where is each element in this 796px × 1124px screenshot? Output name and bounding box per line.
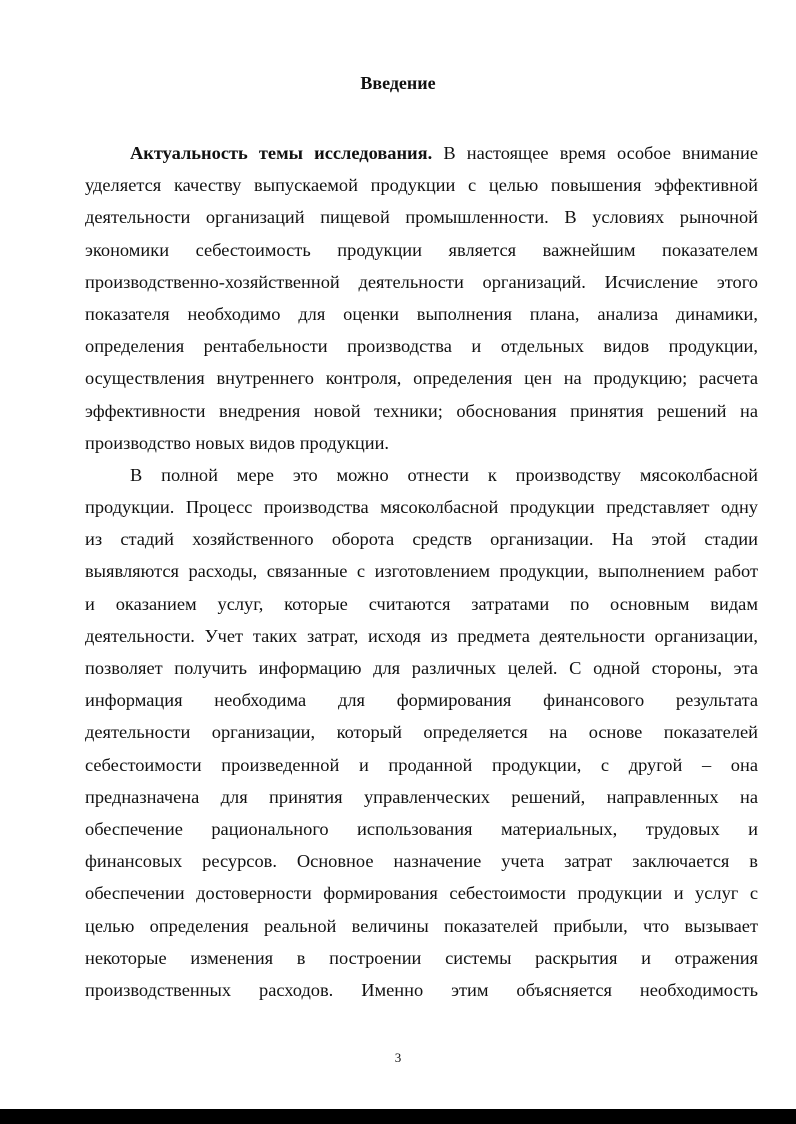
paragraph-line: В полной мере это можно отнести к производству мясоколбасной	[130, 464, 758, 485]
paragraph-line: производственных расходов. Именно этим объясняется необходимость	[85, 979, 758, 1000]
line-text: В настоящее время особое внимание	[432, 143, 758, 163]
paragraph-line: продукции. Процесс производства мясоколбасной продукции представляет одну	[85, 497, 758, 518]
paragraph-line: определения рентабельности производства и отдельных видов продукции,	[85, 336, 758, 357]
paragraph-line: себестоимости произведенной и проданной продукции, с другой – она	[85, 754, 758, 775]
paragraph-line: уделяется качеству выпускаемой продукции с целью повышения эффективной	[85, 175, 758, 196]
paragraph-line: деятельности. Учет таких затрат, исходя из предмета деятельности организации,	[85, 625, 758, 646]
paragraph-meat-products	[85, 460, 758, 1007]
paragraph-line: выявляются расходы, связанные с изготовлением продукции, выполнением работ	[85, 561, 758, 582]
paragraph-line: информация необходима для формирования финансового результата	[85, 690, 758, 711]
paragraph-line: производство новых видов продукции.	[85, 432, 390, 453]
paragraph-line: целью определения реальной величины показателей прибыли, что вызывает	[85, 915, 758, 936]
paragraph-line: из стадий хозяйственного оборота средств организации. На этой стадии	[85, 529, 758, 550]
document-body	[85, 138, 758, 1007]
paragraph-line: деятельности организации, который определяется на основе показателей	[85, 722, 758, 743]
section-title: Введение	[360, 73, 436, 93]
paragraph-line: экономики себестоимость продукции является важнейшим показателем	[85, 239, 758, 260]
paragraph-line	[85, 138, 758, 170]
paragraph-line: и оказанием услуг, которые считаются затратами по основным видам	[85, 593, 758, 614]
paragraph-line: производственно-хозяйственной деятельности организаций. Исчисление этого	[85, 271, 758, 292]
paragraph-line: эффективности внедрения новой техники; обоснования принятия решений на	[85, 400, 758, 421]
scan-bottom-border	[0, 1109, 796, 1124]
paragraph-line: предназначена для принятия управленческих решений, направленных на	[85, 786, 758, 807]
paragraph-line: деятельности организаций пищевой промышленности. В условиях рыночной	[85, 207, 758, 228]
paragraph-relevance	[85, 138, 758, 460]
paragraph-line: обеспечении достоверности формирования себестоимости продукции и услуг с	[85, 883, 758, 904]
paragraph-line: обеспечение рационального использования материальных, трудовых и	[85, 818, 758, 839]
paragraph-line: финансовых ресурсов. Основное назначение учета затрат заключается в	[85, 851, 758, 872]
page-number: 3	[394, 1050, 402, 1065]
paragraph-line: позволяет получить информацию для различных целей. С одной стороны, эта	[85, 658, 758, 678]
paragraph-line: показателя необходимо для оценки выполнения плана, анализа динамики,	[85, 303, 758, 324]
lead-phrase: Актуальность темы исследования.	[130, 143, 433, 163]
paragraph-line: некоторые изменения в построении системы раскрытия и отражения	[85, 947, 758, 968]
paragraph-line: осуществления внутреннего контроля, определения цен на продукцию; расчета	[85, 368, 758, 389]
